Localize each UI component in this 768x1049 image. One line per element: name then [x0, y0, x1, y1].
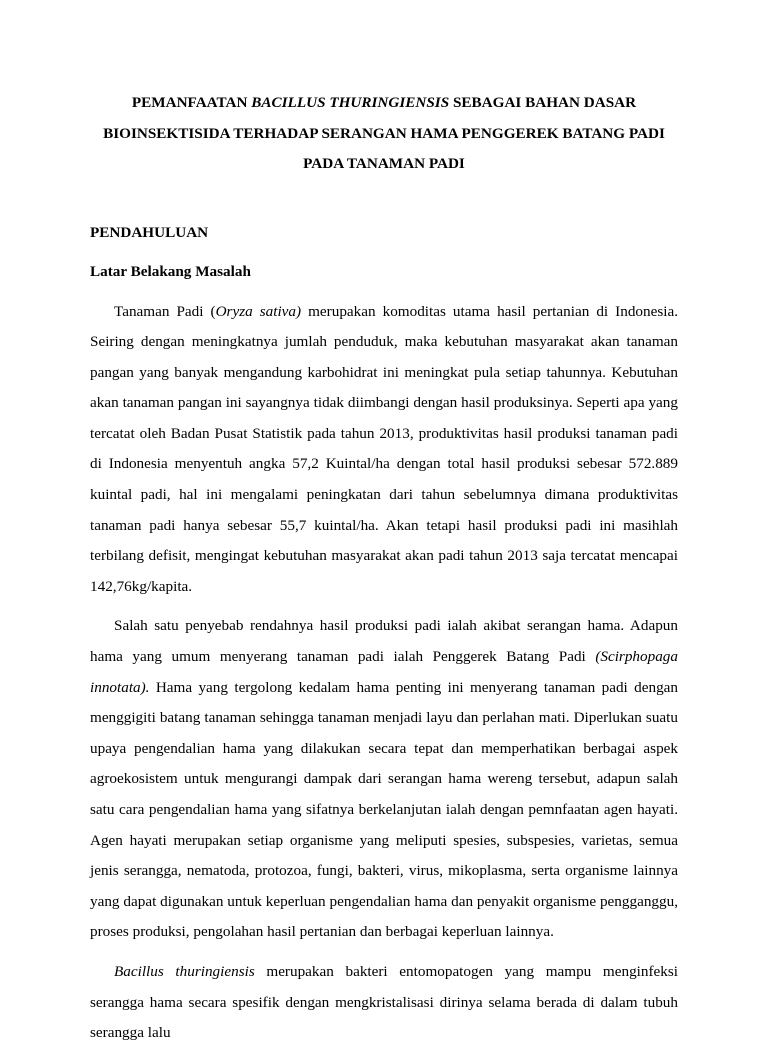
section-heading: PENDAHULUAN: [90, 223, 209, 241]
paragraph-3-italic: Bacillus thuringiensis: [114, 962, 255, 980]
paragraph-2: Salah satu penyebab rendahnya hasil produksi padi ialah akibat serangan hama. Adapun hama yang umum menyerang tanaman padi ialah Penggerek Batang Padi (Scirphopaga innotata). Hama yang tergolong kedalam hama penting ini menyerang tanaman padi dengan menggigiti batang tanaman sehingga tanaman menjadi layu dan perlahan mati. Diperlukan suatu upaya pengendalian hama yang dilakukan secara tepat dan memperhatikan berbagai aspek agroekosistem untuk mengurangi dampak dari serangan hama wereng tersebut, adapun salah satu cara pengendalian hama yang sifatnya berkelanjutan ialah dengan pemnfaatan agen hayati. Agen hayati merupakan setiap organisme yang meliputi spesies, subspesies, varietas, semua jenis serangga, nematoda, protozoa, fungi, bakteri, virus, mikoplasma, serta organisme lainnya yang dapat digunakan untuk keperluan pengendalian hama dan penyakit organisme pengganggu, proses produksi, pengolahan hasil pertanian dan berbagai keperluan lainnya.: [90, 617, 678, 941]
paragraph-2-italic: (Scirphopaga innotata).: [90, 648, 678, 696]
paragraph-1-italic: Oryza sativa): [215, 302, 302, 320]
paragraph-3: Bacillus thuringiensis merupakan bakteri entomopatogen yang mampu menginfeksi serangga hama secara spesifik dengan mengkristalisasi dirinya selama berada di dalam tubuh serangga lalu: [90, 962, 678, 1042]
title-line-1: PEMANFAATAN BACILLUS THURINGIENSIS SEBAGAI BAHAN DASAR: [131, 94, 637, 111]
title-line-3: PADA TANAMAN PADI: [303, 155, 465, 172]
paragraph-1: Tanaman Padi (Oryza sativa) merupakan komoditas utama hasil pertanian di Indonesia. Seiring dengan meningkatnya jumlah penduduk, maka kebutuhan masyarakat akan tanaman pangan yang banyak mengandung karbohidrat ini meningkat pula setiap tahunnya. Kebutuhan akan tanaman pangan ini sayangnya tidak diimbangi dengan hasil produksinya. Seperti apa yang tercatat oleh Badan Pusat Statistik pada tahun 2013, produktivitas hasil produksi tanaman padi di Indonesia menyentuh angka 57,2 Kuintal/ha dengan total hasil produksi sebesar 572.889 kuintal padi, hal ini mengalami peningkatan dari tahun sebelumnya dimana produktivitas tanaman padi hanya sebesar 55,7 kuintal/ha. Akan tetapi hasil produksi padi ini masihlah terbilang defisit, mengingat kebutuhan masyarakat akan padi tahun 2013 saja tercatat mencapai 142,76kg/kapita.: [90, 302, 679, 595]
title-italic-term: BACILLUS THURINGIENSIS: [251, 94, 450, 111]
title-line-2: BIOINSEKTISIDA TERHADAP SERANGAN HAMA PENGGEREK BATANG PADI: [103, 124, 665, 142]
document-title: [90, 88, 678, 180]
subsection-heading: Latar Belakang Masalah: [90, 262, 251, 280]
